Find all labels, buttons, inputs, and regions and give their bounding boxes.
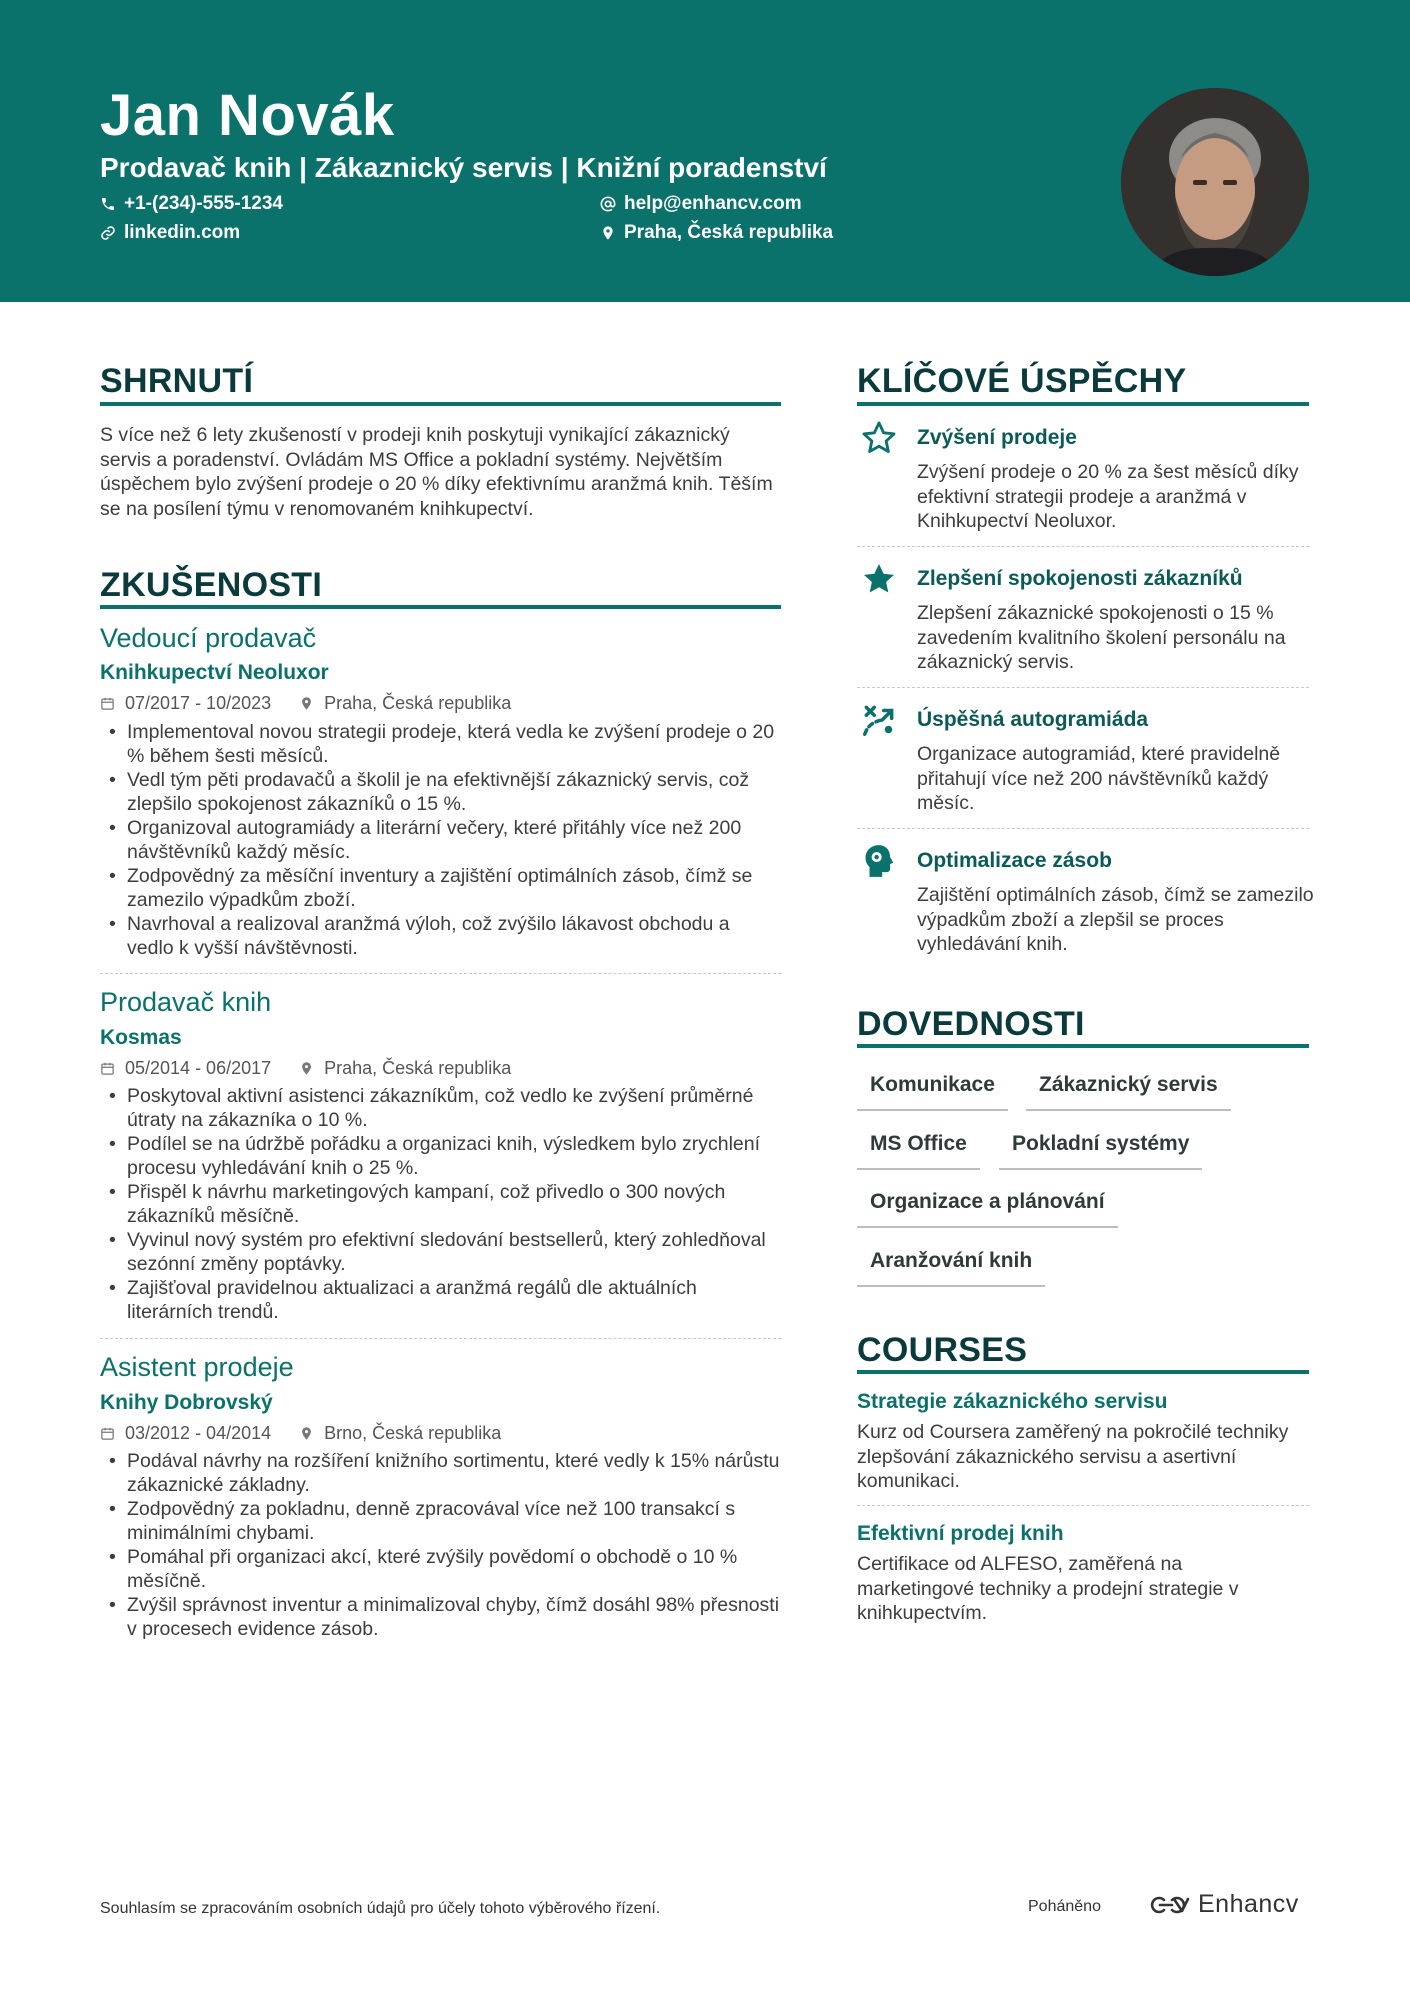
phone-text: +1-(234)-555-1234	[124, 193, 283, 214]
skills-heading: DOVEDNOSTI	[857, 1005, 1085, 1043]
strategy-path-icon	[860, 701, 898, 739]
job-dates: 07/2017 - 10/2023	[125, 693, 272, 713]
phone-icon	[100, 196, 116, 212]
head-brain-icon	[860, 842, 898, 880]
divider	[857, 828, 1309, 829]
achievements-heading: KLÍČOVÉ ÚSPĚCHY	[857, 362, 1187, 400]
job-meta	[100, 1058, 511, 1079]
star-outline-icon	[860, 419, 898, 457]
course-title: Efektivní prodej knih	[857, 1522, 1064, 1545]
skill-tag: Pokladní systémy	[999, 1132, 1202, 1170]
calendar-icon	[100, 1061, 115, 1076]
powered-by-label: Poháněno	[1028, 1898, 1101, 1915]
experience-rule	[100, 605, 781, 609]
location-pin-icon	[600, 225, 616, 241]
company-name: Knihy Dobrovský	[100, 1391, 273, 1414]
location-text: Praha, Česká republika	[624, 222, 834, 243]
skill-tag: Aranžování knih	[857, 1249, 1045, 1287]
achievement-desc: Zvýšení prodeje o 20 % za šest měsíců díky efektivní strategii prodeje a aranžmá v Knihkupectví Neoluxor.	[917, 461, 1299, 532]
enhancv-logo-icon	[1146, 1893, 1190, 1917]
candidate-name: Jan Novák	[100, 83, 395, 148]
job-dates: 03/2012 - 04/2014	[125, 1423, 272, 1443]
at-icon	[600, 196, 616, 212]
divider	[857, 687, 1309, 688]
course-desc: Kurz od Coursera zaměřený na pokročilé techniky zlepšování zákaznického servisu a asertivní komunikaci.	[857, 1421, 1289, 1492]
company-name: Knihkupectví Neoluxor	[100, 661, 329, 684]
job-bullets	[100, 1449, 780, 1641]
achievement-desc: Zlepšení zákaznické spokojenosti o 15 % zavedením kvalitního školení personálu na zákaznický servis.	[917, 602, 1286, 673]
calendar-icon	[100, 1426, 115, 1441]
linkedin-link[interactable]: linkedin.com	[124, 222, 241, 243]
achievement-title: Optimalizace zásob	[917, 849, 1112, 872]
enhancv-logo[interactable]	[1146, 1890, 1299, 1919]
experience-heading: ZKUŠENOSTI	[100, 566, 323, 604]
list-item: • Navrhoval a realizoval aranžmá výloh, což zvýšilo lákavost obchodu a vedlo k vyšší návštěvnosti.	[100, 912, 780, 960]
job-bullets	[100, 720, 780, 960]
email-link[interactable]: help@enhancv.com	[624, 193, 802, 214]
job-title: Vedoucí prodavač	[100, 623, 317, 653]
summary-rule	[100, 402, 781, 406]
list-item: • Zajišťoval pravidelnou aktualizaci a aranžmá regálů dle aktuálních literárních trendů.	[100, 1276, 780, 1324]
divider	[100, 1338, 781, 1339]
list-item: • Pomáhal při organizaci akcí, které zvýšily povědomí o obchodě o 10 % měsíčně.	[100, 1545, 780, 1593]
divider	[100, 973, 781, 974]
job-bullets	[100, 1084, 780, 1324]
header	[0, 0, 1410, 302]
skill-tag: Zákaznický servis	[1026, 1073, 1231, 1111]
location-pin-icon	[299, 696, 314, 711]
job-title: Prodavač knih	[100, 987, 272, 1017]
achievement-title: Úspěšná autogramiáda	[917, 708, 1149, 731]
course-title: Strategie zákaznického servisu	[857, 1390, 1168, 1413]
star-filled-icon	[860, 560, 898, 598]
contact-linkedin[interactable]	[100, 222, 240, 244]
candidate-tagline: Prodavač knih | Zákaznický servis | Knižní poradenství	[100, 152, 827, 183]
job-dates: 05/2014 - 06/2017	[125, 1058, 272, 1078]
courses-rule	[857, 1370, 1309, 1374]
job-location: Praha, Česká republika	[324, 693, 512, 713]
profile-photo	[1121, 88, 1309, 276]
contact-location	[600, 222, 833, 244]
summary-heading: SHRNUTÍ	[100, 362, 254, 400]
list-item: • Podílel se na údržbě pořádku a organizaci knih, výsledkem bylo zrychlení procesu vyhledávání knih o 25 %.	[100, 1132, 780, 1180]
achievement-title: Zlepšení spokojenosti zákazníků	[917, 567, 1243, 590]
job-meta	[100, 693, 511, 714]
divider	[857, 546, 1309, 547]
list-item: • Vyvinul nový systém pro efektivní sledování bestsellerů, který zohledňoval sezónní změny poptávky.	[100, 1228, 780, 1276]
job-meta	[100, 1423, 501, 1444]
location-pin-icon	[299, 1061, 314, 1076]
list-item: • Zodpovědný za pokladnu, denně zpracovával více než 100 transakcí s minimálními chybami.	[100, 1497, 780, 1545]
achievement-desc: Zajištění optimálních zásob, čímž se zamezilo výpadkům zboží a zlepšil se proces vyhledávání knih.	[917, 884, 1314, 955]
calendar-icon	[100, 696, 115, 711]
achievement-title: Zvýšení prodeje	[917, 426, 1077, 449]
skill-tag: MS Office	[857, 1132, 980, 1170]
list-item: • Organizoval autogramiády a literární večery, které přitáhly více než 200 návštěvníků každý měsíc.	[100, 816, 780, 864]
brand-name: Enhancv	[1198, 1890, 1299, 1918]
consent-note: Souhlasím se zpracováním osobních údajů pro účely tohoto výběrového řízení.	[100, 1900, 661, 1917]
course-desc: Certifikace od ALFESO, zaměřená na marketingové techniky a prodejní strategie v knihkupectvím.	[857, 1553, 1239, 1624]
job-location: Brno, Česká republika	[324, 1423, 502, 1443]
divider	[857, 1505, 1309, 1506]
list-item: • Zodpovědný za měsíční inventury a zajištění optimálních zásob, čímž se zamezilo výpadkům zboží.	[100, 864, 780, 912]
contact-email[interactable]	[600, 193, 802, 215]
list-item: • Podával návrhy na rozšíření knižního sortimentu, které vedly k 15% nárůstu zákaznické základny.	[100, 1449, 780, 1497]
list-item: • Vedl tým pěti prodavačů a školil je na efektivnější zákaznický servis, což zlepšilo spokojenost zákazníků o 15 %.	[100, 768, 780, 816]
achievements-rule	[857, 402, 1309, 406]
company-name: Kosmas	[100, 1026, 182, 1049]
skills-rule	[857, 1044, 1309, 1048]
list-item: • Implementoval novou strategii prodeje, která vedla ke zvýšení prodeje o 20 % během šesti měsíců.	[100, 720, 780, 768]
contact-phone	[100, 193, 283, 215]
job-title: Asistent prodeje	[100, 1352, 294, 1382]
list-item: • Přispěl k návrhu marketingových kampaní, což přivedlo o 300 nových zákazníků měsíčně.	[100, 1180, 780, 1228]
link-icon	[100, 225, 116, 241]
skill-tag: Komunikace	[857, 1073, 1008, 1111]
list-item: • Poskytoval aktivní asistenci zákazníkům, což vedlo ke zvýšení průměrné útraty na zákazníka o 10 %.	[100, 1084, 780, 1132]
skill-tag: Organizace a plánování	[857, 1190, 1118, 1228]
summary-text: S více než 6 lety zkušeností v prodeji knih poskytuji vynikající zákaznický servis a poradenství. Ovládám MS Office a pokladní systémy. Největším úspěchem bylo zvýšení prodeje o 20 % díky efektivnímu aranžmá knih. Těším se na posílení týmu v renomovaném knihkupectví.	[100, 424, 773, 520]
job-location: Praha, Česká republika	[324, 1058, 512, 1078]
achievement-desc: Organizace autogramiád, které pravidelně přitahují více než 200 návštěvníků každý měsíc.	[917, 743, 1281, 814]
list-item: • Zvýšil správnost inventur a minimalizoval chyby, čímž dosáhl 98% přesnosti v procesech evidence zásob.	[100, 1593, 780, 1641]
location-pin-icon	[299, 1426, 314, 1441]
courses-heading: COURSES	[857, 1331, 1028, 1369]
